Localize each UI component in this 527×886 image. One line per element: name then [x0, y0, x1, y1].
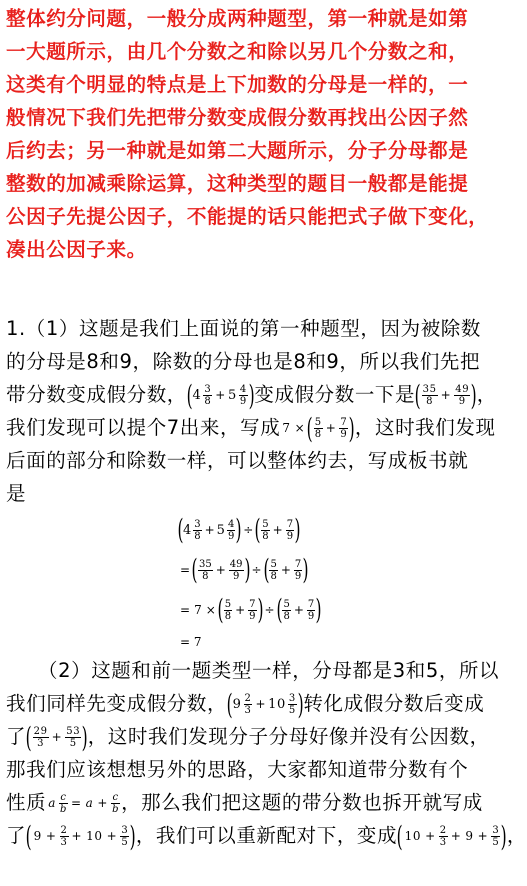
split-expression: ( 9 + $\frac{2}{3}$ + 10 + $\frac{3}{5}$ ): [25, 819, 137, 853]
text: ，: [476, 383, 497, 406]
intro-line: 整数的加减乘除运算，这种类型的题目一般都是能提: [6, 172, 469, 195]
text: 转化成假分数后变成: [303, 692, 485, 715]
intro-line: 凑出公因子来。: [6, 238, 147, 261]
text: 变成假分数一下是: [254, 383, 416, 406]
part1-line: 后面的部分和除数一样，可以整体约去，写成板书就: [6, 449, 469, 472]
part1-line: 的分母是8和9，除数的分母也是8和9，所以我们先把: [6, 350, 481, 373]
intro-line: 公因子先提公因子，不能提的话只能把式子做下变化，: [6, 205, 489, 228]
part2-line: 那我们应该想想另外的思路，大家都知道带分数有个: [6, 758, 469, 781]
intro-paragraph: [6, 2, 516, 266]
text: 了: [6, 725, 27, 748]
text: ，这时我们发现: [354, 416, 496, 439]
text: 了: [6, 824, 27, 847]
text: 带分数变成假分数，: [6, 383, 187, 406]
mixed-sum-expression: ( 4 3 8 + 5 4 9 ): [186, 378, 255, 412]
part1-line-3: [6, 378, 516, 411]
part2-line-5: [6, 786, 516, 819]
improper-sum-expression: ( 35 8 + $\frac{49}{9}$ ): [414, 378, 478, 412]
derivation-step-1: ( 4 3 8 + 5 4 9 ) ÷ ( 5 8 + $\frac{7}{9}$ ): [177, 513, 301, 546]
intro-line: 般情况下我们先把带分数变成假分数再找出公因子然: [6, 106, 469, 129]
part2-paragraph: [6, 654, 527, 853]
part2-line-6: [6, 819, 527, 853]
part2-line: （2）这题和前一题类型一样，分母都是3和5，所以: [38, 659, 500, 682]
part1-line: 是: [6, 482, 27, 505]
regrouped-expression: ( 10 + $\frac{2}{3}$ + 9 + $\frac{3}{5}$ ): [396, 819, 508, 853]
part1-line: 1.（1）这题是我们上面说的第一种题型，因为被除数: [6, 317, 482, 340]
intro-line: 一大题所示，由几个分数之和除以另几个分数之和，: [6, 40, 469, 63]
intro-line: 整体约分问题，一般分成两种题型，第一种就是如第: [6, 7, 469, 30]
factored-expression: 7 × ( 5 8 + $\frac{7}{9}$ ): [282, 411, 356, 445]
part2-line-2: [6, 687, 516, 720]
text: ，那么我们把这题的带分数也拆开就写成: [121, 791, 483, 814]
derivation-result: = 7: [180, 635, 202, 649]
text: ，这时我们发现分子分母好像并没有公因数，: [87, 725, 490, 748]
part1-line-4: [6, 411, 516, 444]
mixed-number-property: a $\frac{c}{b}$ = a + $\frac{c}{b}$: [48, 792, 120, 815]
part2-line-3: [6, 720, 516, 753]
text: 我们同样先变成假分数，: [6, 692, 228, 715]
derivation-step-2: = ( 35 8 + $\frac{49}{9}$ ) ÷ ( 5 8 + $\frac{7}{9}$ ): [180, 553, 309, 586]
improper-sum-expression-2: ( 29 3 + $\frac{53}{5}$ ): [25, 720, 89, 754]
intro-line: 这类有个明显的特点是上下加数的分母是一样的，一: [6, 73, 469, 96]
intro-line: 后约去；另一种就是如第二大题所示，分子分母都是: [6, 139, 469, 162]
text: 我们发现可以提个7出来，写成: [6, 416, 281, 439]
text: ，: [506, 824, 527, 847]
derivation-block: [178, 510, 321, 654]
text: 性质: [6, 791, 47, 814]
text: ，我们可以重新配对下，变成: [135, 824, 398, 847]
derivation-step-3: = 7 × ( 5 8 + $\frac{7}{9}$ ) ÷ ( 5 8 + $\frac{7}{9}$ ): [180, 593, 322, 626]
mixed-sum-expression-2: ( 9 2 3 + 10 3 5 ): [226, 687, 304, 721]
part1-paragraph: [6, 312, 516, 510]
